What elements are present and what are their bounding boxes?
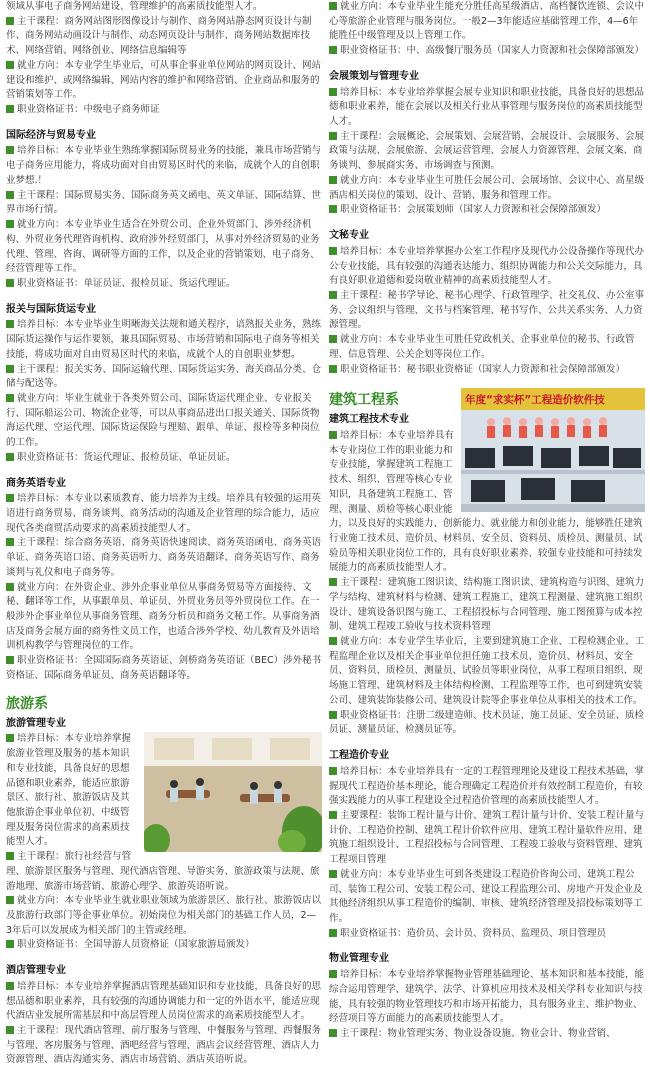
bullet-square-icon (329, 870, 337, 878)
bullet-square-icon (329, 205, 337, 213)
line-text: 就业方向：毕业生就业于各类外贸公司、国际货运代理企业、专业报关行、国际船运公司、物流企业等，可以从事商品进出口报关通关、国际货物海运代理、空运代理、国际货运保险与理赔、跟单、单证、报检等多种岗位的工作。 (6, 392, 320, 449)
major-title: 物业管理专业 (329, 953, 389, 965)
text-line (329, 927, 645, 942)
text-line (6, 0, 322, 15)
bullet-square-icon (329, 637, 337, 645)
major-section (6, 477, 322, 684)
major-section (329, 952, 645, 1041)
bullet-square-icon (6, 453, 14, 461)
line-text: 主干课程：国际贸易实务、国际商务英文函电、英文单证、国际结算、世界市场行情。 (6, 189, 322, 216)
line-text: 职业资格证书：全国导游人员资格证（国家旅游局颁发） (17, 939, 255, 951)
text-line (6, 218, 322, 277)
line-text: 职业资格证书：全国国际商务英语证、剑桥商务英语证（BEC）涉外秘书资格证、国际商务单证员、商务英语翻译等。 (6, 655, 322, 681)
major-title: 酒店管理专业 (6, 965, 66, 977)
line-text: 主要课程：装饰工程计量与计价、建筑工程计量与计价、安装工程计量与计价、工程造价控制、建筑工程计价软件应用、建筑工程计量软件应用、建筑施工组织设计、工程招投标与合同管理、工程竣工验收与资料管理、建筑工程项目管理 (329, 809, 645, 866)
line-text: 主干课程：秘书学导论、秘书心理学、行政管理学、社交礼仪、办公室事务、会议组织与管理、文书与档案管理、秘书写作、公共关系实务、人力资源管理。 (329, 289, 645, 331)
bullet-square-icon (329, 767, 337, 775)
text-line (329, 333, 645, 362)
line-text: 主干课程：会展概论、会展策划、会展营销、会展设计、会展服务、会展政策与法规、会展旅游、会展运营管理、会展人力资源管理、会展文案、商务谈判、参展商实务、市场调查与预测。 (329, 130, 645, 172)
bullet-square-icon (329, 811, 337, 819)
bullet-square-icon (6, 17, 14, 25)
text-line (6, 189, 322, 218)
bullet-square-icon (329, 431, 337, 439)
text-line (6, 894, 322, 938)
text-line (6, 392, 322, 451)
text-line (6, 492, 322, 536)
major-title: 国际经济与贸易专业 (6, 129, 96, 141)
line-text: 职业资格证书：单证员证、报检员证、货运代理证。 (17, 277, 236, 289)
text-line (329, 576, 645, 635)
construction-header (329, 388, 645, 749)
line-text: 就业方向：本专业学生毕业后，主要到建筑施工企业、工程检测企业、工程监理企业以及相关企事业单位担任施工技术员、造价员、材料员、安全员、资料员、质检员、测量员、试验员等职业岗位，从事工程项目组织、现场施工管理、建筑材料及主体结构检测、工程监理等工作，也可到建筑安装公司、建筑装饰装修公司、建筑设计院等企事业单位从事相关的技术工作。 (329, 636, 645, 706)
bullet-square-icon (6, 852, 14, 860)
bullet-square-icon (329, 335, 337, 343)
line-text: 主干课程：报关实务、国际运输代理、国际货运实务、海关商品分类、仓储与配送等。 (6, 363, 322, 390)
department-heading-tourism: 旅游系 (6, 695, 48, 712)
computer-lab-photo (461, 388, 645, 512)
text-line (6, 144, 322, 188)
line-text: 就业方向：本专业毕业生可到各类建设工程造价咨询公司、建筑工程公司、装饰工程公司、安装工程公司、建设工程监理公司、房地产开发企业及其他经济组织从事工程造价的编制、审核、建筑经济管理及招投标策划等工作。 (329, 868, 643, 924)
line-text: 主干课程：旅行社经营与管理、旅游景区服务与管理、现代酒店管理、导游实务、旅游政策与法规、旅游地理、旅游市场营销、旅游心理学、旅游英语听说。 (6, 851, 320, 892)
bullet-square-icon (6, 279, 14, 287)
major-section (6, 717, 322, 954)
intro-block (329, 0, 645, 59)
text-line (329, 245, 645, 289)
major-section (6, 303, 322, 466)
line-text: 职业资格证书：中、高级餐厅服务员（国家人力资源和社会保障部颁发） (340, 45, 645, 57)
line-text: 就业方向：本专业毕业生适合在外贸公司、企业外贸部门、涉外经济机构、外贸业务代理咨询机构、政府涉外经贸部门，从事对外经济贸易的业务代理、管理、咨询、调研等方面的工作，以及企业的营销策划、电子商务、经营管理等工作。 (6, 219, 320, 275)
bullet-square-icon (329, 247, 337, 255)
major-section (6, 129, 322, 292)
text-line (329, 363, 645, 378)
text-line (6, 103, 322, 118)
line-text: 职业资格证书：造价员、会计员、资料员、监理员、项目管理员 (340, 927, 607, 939)
text-line (6, 654, 322, 683)
text-line (329, 765, 645, 809)
text-line (329, 174, 645, 203)
line-text: 就业方向：本专业毕业生就业职业领域为旅游景区、旅行社、旅游饭店以及旅游行政部门等企事业单位。初始岗位为相关部门的基础工作人员，2—3年后可以发展成为相关部门的主管或经理。 (6, 895, 322, 936)
bullet-square-icon (329, 929, 337, 937)
text-line (329, 1027, 645, 1042)
major-title: 商务英语专业 (6, 477, 66, 489)
text-line (329, 968, 645, 1027)
bullet-square-icon (6, 538, 14, 546)
text-line (6, 363, 322, 392)
major-title: 工程造价专业 (329, 750, 389, 762)
line-text: 培养目标：本专业培养掌握办公室工作程序及现代办公设备操作等现代办公专业技能，具有较强的沟通表达能力、组织协调能力和公关交际能力，具有良好职业道德和爱岗敬业精神的高素质技能型人才。 (329, 245, 645, 287)
line-text: 就业方向：本专业毕业生能充分胜任高星级酒店、高档餐饮连锁、会议中心等旅游企业管理与服务岗位。一般2—3年能适应基础管理工作，4—6年能胜任中级管理及以上管理工作。 (329, 1, 645, 42)
major-section (329, 749, 645, 941)
bullet-square-icon (6, 583, 14, 591)
bullet-square-icon (329, 970, 337, 978)
line-text: 主干课程：商务网站图形图像设计与制作、商务网站静态网页设计与制作、商务网站动画设计与制作、动态网页设计与制作、商务网站数据库技术、网络营销、网络创业、网络信息编辑等 (6, 15, 312, 57)
bullet-square-icon (6, 982, 14, 990)
bullet-square-icon (6, 61, 14, 69)
right-column (329, 0, 645, 1053)
line-text: 领域从事电子商务网站建设、管理维护的高素质技能型人才。 (6, 1, 263, 12)
bullet-square-icon (6, 220, 14, 228)
text-line (329, 86, 645, 130)
line-text: 职业资格证书：注册二级建造师、技术员证、施工员证、安全员证、质检员证、测量员证、检测员证等。 (329, 709, 645, 736)
line-text: 职业资格证书：会展策划师（国家人力资源和社会保障部颁发） (340, 204, 607, 216)
lab-illustration (461, 388, 645, 512)
training-room-illustration (144, 732, 322, 852)
major-title: 文秘专业 (329, 230, 369, 242)
bullet-square-icon (329, 365, 337, 373)
line-text: 主干课程：物业管理实务、物业设备设施、物业会计、物业营销、 (340, 1028, 616, 1039)
bullet-square-icon (329, 46, 337, 54)
bullet-square-icon (6, 146, 14, 154)
major-title: 报关与国际货运专业 (6, 303, 96, 315)
text-line (329, 0, 645, 44)
line-text: 培养目标：本专业培养具有一定的工程管理理论及建设工程技术基础，掌握现代工程造价基本理论，能合理确定工程造价并有效控制工程造价，有较强实践能力的从事工程建设全过程造价管理的高素质技能型人才。 (329, 765, 645, 807)
bullet-square-icon (329, 1029, 337, 1037)
major-title: 旅游管理专业 (6, 717, 66, 729)
text-line (6, 581, 322, 655)
text-line (6, 59, 322, 103)
major-title: 建筑工程技术专业 (329, 414, 409, 426)
left-column (6, 0, 322, 1079)
bullet-square-icon (329, 2, 337, 10)
line-text: 就业方向：本专业毕业生可胜任会展公司、会展场馆、会议中心、高星级酒店相关岗位的策划、设计、营销、服务和管理工作。 (329, 174, 645, 201)
text-line (6, 277, 322, 292)
text-line (329, 709, 645, 738)
intro-block (6, 0, 322, 118)
line-text: 培养目标：本专业培养掌握酒店管理基础知识和专业技能，具备良好的思想品德和职业素养，具有较强的沟通协调能力和一定的外语水平，能适应现代酒店业发展所需基层和中高层管理人员岗位需求的高素质技能型人才。 (6, 980, 322, 1022)
major-section (329, 229, 645, 377)
line-text: 职业资格证书：秘书职业资格证（国家人力资源和社会保障部颁发） (340, 363, 626, 375)
text-line (329, 635, 645, 709)
bullet-square-icon (6, 320, 14, 328)
line-text: 培养目标：本专业毕业生明晰海关法规和通关程序，谙熟报关业务，熟练国际货运操作与运作要领，兼具国际贸易、市场营销和国际电子商务等相关技能，将成功面对自由贸易区时代的来临，成就个人的自创职业梦想。 (6, 319, 322, 360)
line-text: 就业方向：本专业毕业生可胜任党政机关、企事业单位的秘书、行政管理、信息管理、公关企划等岗位工作。 (329, 334, 635, 360)
line-text: 职业资格证书：货运代理证、报检员证、单证员证。 (17, 451, 236, 463)
bullet-square-icon (6, 365, 14, 373)
line-text: 培养目标：本专业以素质教育、能力培养为主线。培养具有较强的运用英语进行商务贸易、商务谈判、商务活动的沟通及企业管理的综合能力，适应现代各类商贸活动要求的高素质技能型人才。 (6, 493, 322, 534)
line-text: 培养目标：本专业培养掌握旅游业管理及服务的基本知识和专业技能，具备良好的思想品德和职业素养，能适应旅游景区、旅行社、旅游饭店及其他旅游企事业单位初、中级管理及服务岗位需求的高素质技能型人才。 (6, 733, 132, 848)
bullet-square-icon (6, 656, 14, 664)
bullet-square-icon (6, 394, 14, 402)
text-line (329, 868, 645, 927)
bullet-square-icon (329, 176, 337, 184)
text-line (6, 980, 322, 1024)
text-line (329, 203, 645, 218)
text-line (6, 938, 322, 953)
bullet-square-icon (329, 88, 337, 96)
line-text: 主干课程：综合商务英语、商务英语快速阅读、商务英语函电、商务英语单证、商务英语口语、商务英语听力、商务英语翻译、商务英语写作、商务谈判与礼仪和电子商务等。 (6, 537, 322, 578)
hotel-training-room-photo (144, 732, 322, 852)
text-line (6, 15, 322, 59)
line-text: 培养目标：本专业培养掌握会展专业知识和职业技能，具备良好的思想品德和职业素养，能在会展以及相关行业从事管理与服务岗位的高素质技能型人才。 (329, 86, 645, 128)
line-text: 就业方向：在外资企业、涉外企事业单位从事商务贸易等方面接待、文秘、翻译等工作，从事跟单员、单证员、外贸业务员等外贸岗位工作。在一般涉外企事业单位从事商务管理、商务分析员和商务文秘工作。从事商务酒店及商务会展方面的商务性文员工作，也适合涉外学校、幼儿教育及外语培训机构教学与管理岗位的工作。 (6, 581, 320, 652)
bullet-square-icon (329, 291, 337, 299)
department-heading-construction: 建筑工程系 (329, 392, 399, 409)
bullet-square-icon (6, 734, 14, 742)
text-line (6, 1024, 322, 1068)
text-line (6, 318, 322, 362)
text-line (329, 809, 645, 868)
bullet-square-icon (329, 132, 337, 140)
text-line (6, 451, 322, 466)
bullet-square-icon (6, 191, 14, 199)
line-text: 主干课程：现代酒店管理、前厅服务与管理、中餐服务与管理、西餐服务与管理、客房服务与管理、酒吧经营与管理、酒店会议经营管理、酒店人力资源管理、酒店沟通实务、酒店市场营销、酒店英语听说。 (6, 1025, 322, 1066)
bullet-square-icon (329, 711, 337, 719)
line-text: 就业方向：本专业学生毕业后，可从事企事业单位网站的网页设计、网站建设和维护、或网络编辑、网站内容的维护和网络营销、企业商品和服务的营销策划等工作。 (6, 59, 322, 101)
bullet-square-icon (6, 105, 14, 113)
bullet-square-icon (6, 896, 14, 904)
bullet-square-icon (6, 940, 14, 948)
banner-text: 年度“求实杯”工程造价软件技 (465, 394, 605, 407)
major-section (329, 70, 645, 218)
line-text: 培养目标：本专业毕业生熟练掌握国际贸易业务的技能，兼具市场营销与电子商务应用能力，将成功面对自由贸易区时代的来临，成就个人的自创职业梦想.！ (6, 145, 322, 186)
text-line (329, 44, 645, 59)
line-text: 主干课程：建筑施工图识读、结构施工图识读、建筑构造与识图、建筑力学与结构、建筑材料与检测、建筑工程施工、建筑工程测量、建筑施工组织设计、建筑设备识图与施工、工程招投标与合同管理、施工图预算与成本控制、建筑工程竣工验收与技术资料管理 (329, 577, 645, 633)
bullet-square-icon (6, 1026, 14, 1034)
text-line (6, 850, 322, 894)
major-title: 会展策划与管理专业 (329, 70, 419, 82)
line-text: 培养目标：本专业培养掌握物业管理基础理论、基本知识和基本技能，能综合运用管理学、建筑学、法学、计算机应用技术及相关学科专业知识与技能，具有较强的物业管理技巧和市场开拓能力，具有服务业主、维护物业、经营项目等方面能力的高素质技能型人才。 (329, 969, 645, 1025)
bullet-square-icon (329, 578, 337, 586)
line-text: 培养目标：本专业培养具有本专业岗位工作的职业能力和专业技能，掌握建筑工程施工技术、组织、管理等核心专业知识，具备建筑工程施工、管理、测量、质检等核心职业能力，以及良好的实践能力、创新能力、就业能力和创业能力，能够胜任建筑行业施工技术员、造价员、材料员、安全员、资料员、质检员、测量员、试验员等相关职业岗位工作的，具有良好职业素养、较强专业技能和可持续发展能力的高素质技能型人才。 (329, 429, 643, 574)
text-line (329, 289, 645, 333)
bullet-square-icon (6, 494, 14, 502)
text-line (329, 130, 645, 174)
line-text: 职业资格证书：中级电子商务师证 (17, 104, 160, 116)
text-line (6, 536, 322, 580)
major-section (6, 964, 322, 1068)
